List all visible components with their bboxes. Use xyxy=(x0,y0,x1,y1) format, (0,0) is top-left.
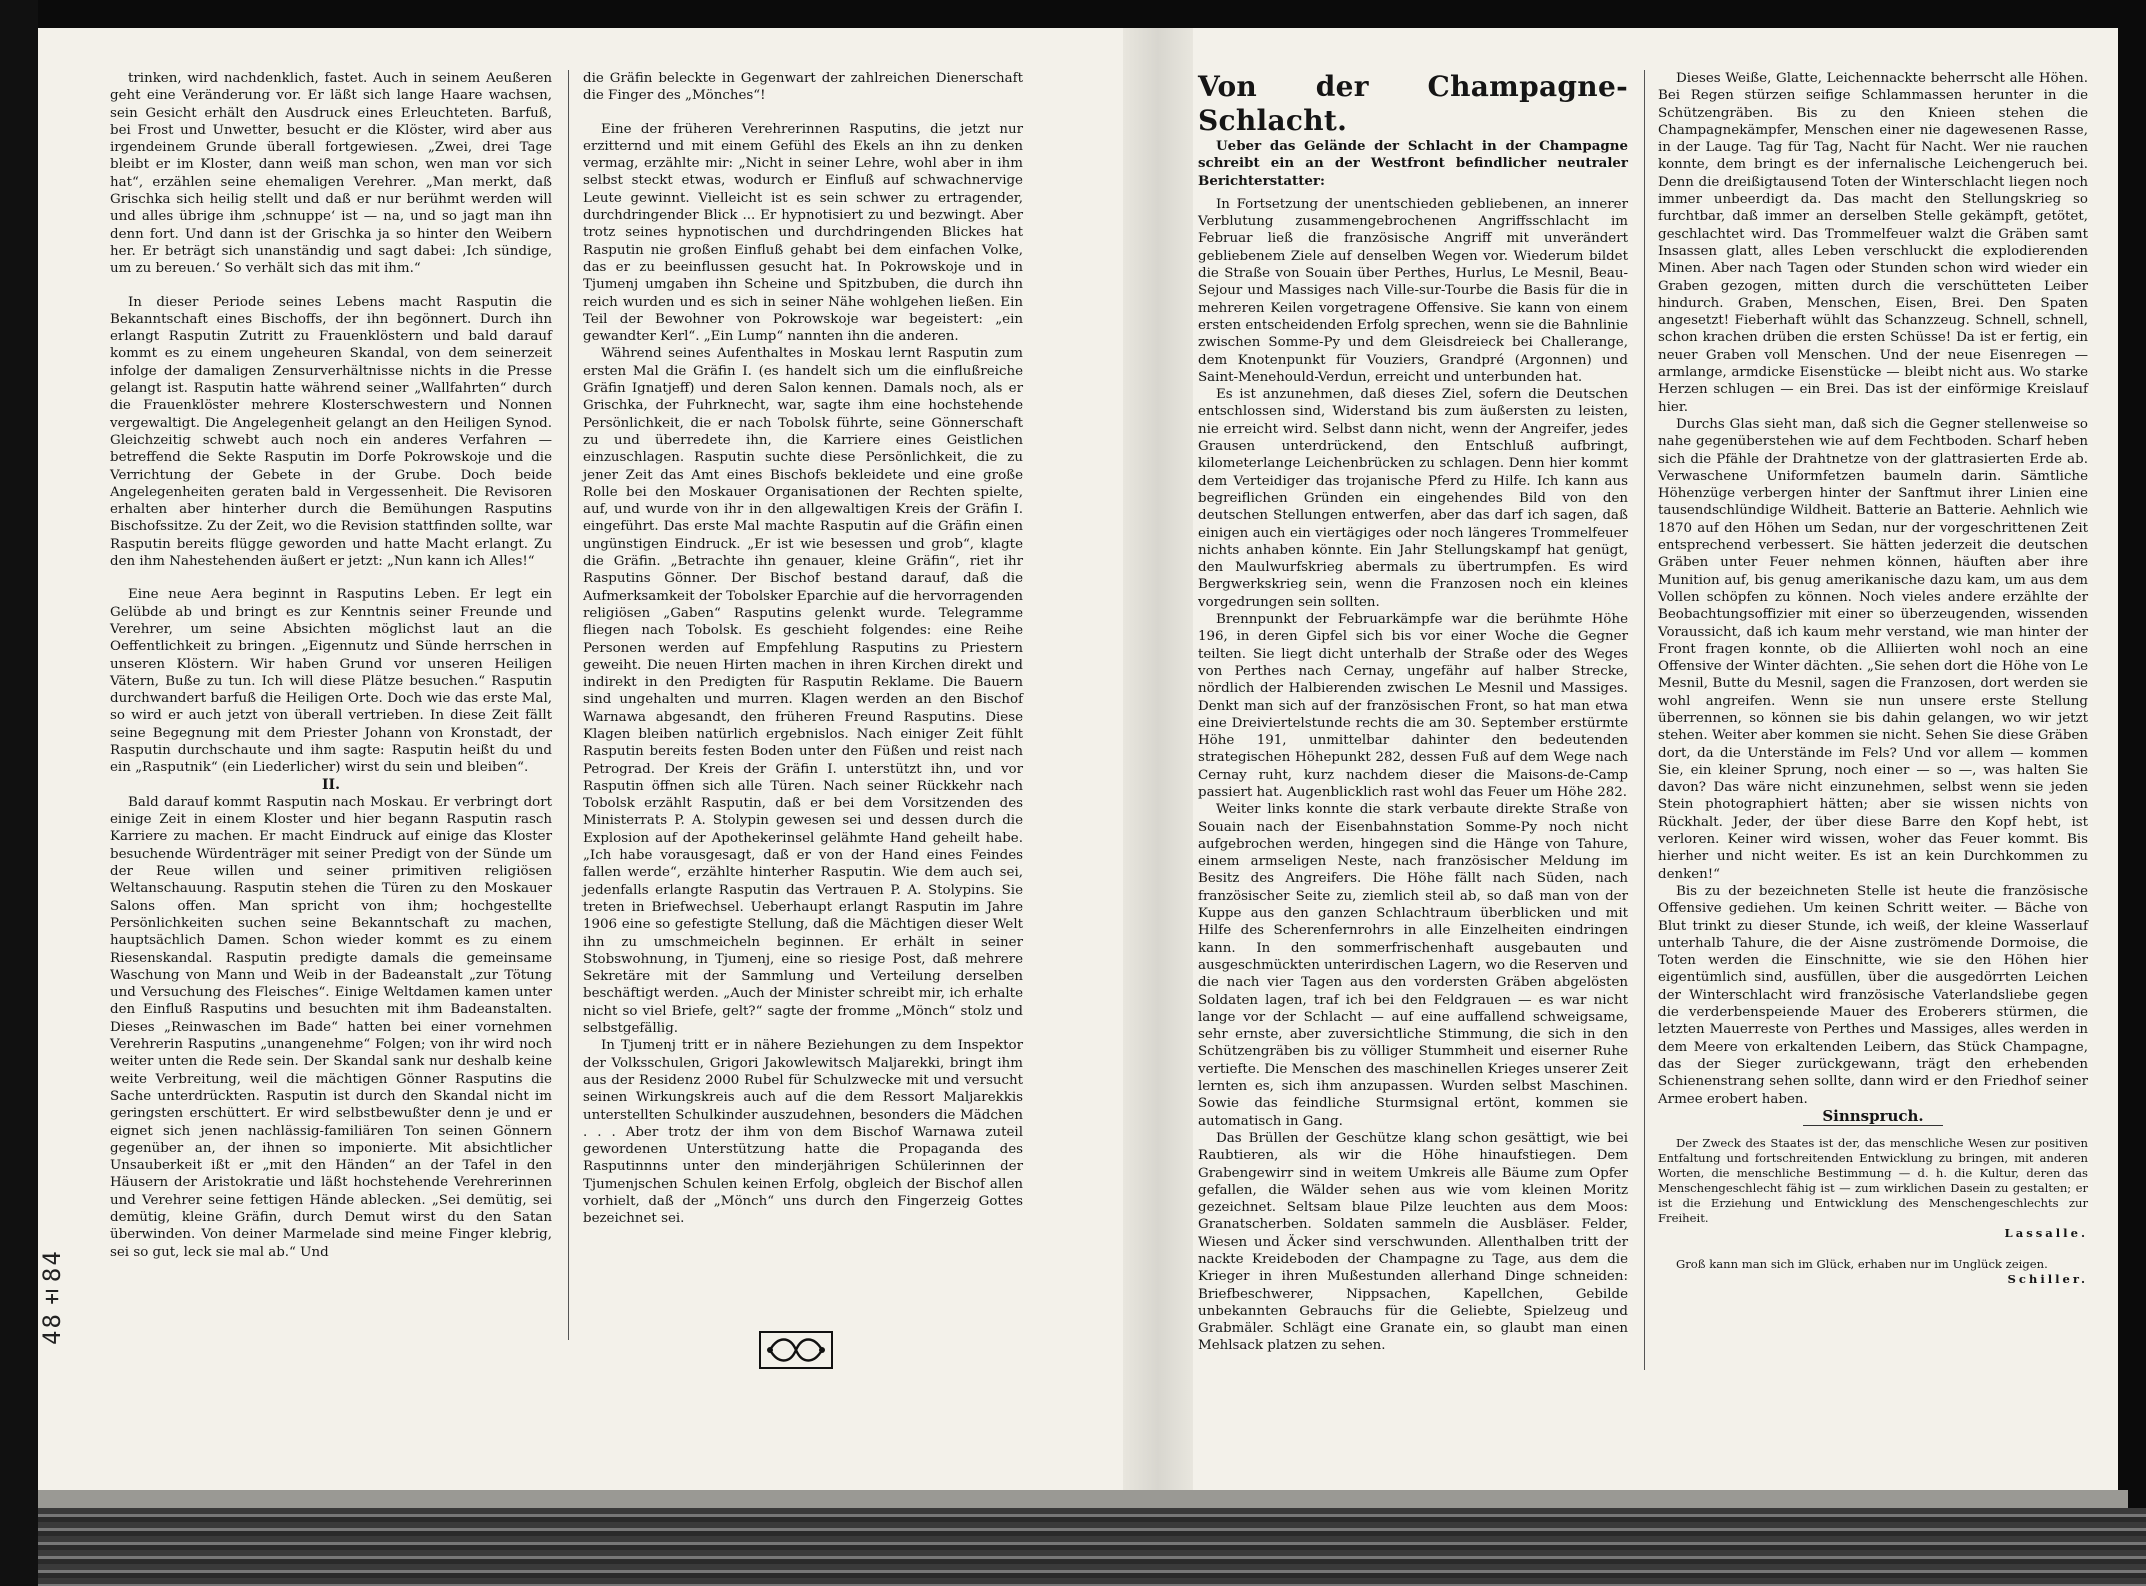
sinnspruch-title: Sinnspruch. xyxy=(1822,1106,1924,1125)
paragraph: Durchs Glas sieht man, daß sich die Gegner stellenweise so nahe gegenüberstehen wie auf dem Fechtboden. Scharf heben sich die Pfähle der Drahtnetze von der glattrasierten Erde ab. Verwaschene Uniformfetzen baumeln darin. Sämtliche Höhenzüge verbergen hinter der Sanftmut ihrer Linien eine tausendschlündige Wildheit. Batterie an Batterie. Aehnlich wie 1870 auf den Höhen um Sedan, nur der vorgeschrittenen Zeit entsprechend verbessert. Sie hätten jederzeit die deutschen Gräben unter Feuer nehmen können, häuften aber ihre Munition auf, bis genug amerikanische dazu kam, um aus dem Vollen schöpfen zu können. Noch vieles andere erzählte der Beobachtungsoffizier mit einer so überzeugenden, wissenden Voraussicht, daß ich kaum mehr verstand, wie man hinter der Front fragen konnte, ob die Alliierten wohl noch an eine Offensive der Winter dächten. „Sie sehen dort die Höhe von Le Mesnil, Butte du Mesnil, sagen die Franzosen, dort werden sie wohl angreifen. Wenn sie nun unsere erste Stellung überrennen, so können sie bis dahin gelangen, wo wir jetzt stehen. Weiter aber kommen sie nicht. Sehen Sie diese Gräben dort, da die Unterstände im Fels? Und vor allem — kommen Sie, ein kleiner Sprung, noch einer — so —, was halten Sie davon? Das wäre nicht einzunehmen, selbst wenn sie jeden Stein photographiert hätten; aber sie wissen nichts von Rückhalt. Jeder, der über diese Barre den Kopf hebt, ist verloren. Keiner wird wissen, woher das Feuer kommt. Bis hierher und nicht weiter. Es ist an kein Durchkommen zu denken!“ xyxy=(1658,416,2088,882)
column-4 xyxy=(1658,70,2088,1287)
headline: Von der Champagne-Schlacht. xyxy=(1198,70,1628,137)
page-gutter xyxy=(1123,28,1193,1508)
sinnspruch-text: Der Zweck des Staates ist der, das menschliche Wesen zur positiven Entfaltung und fortschreitenden Entwicklung zu bringen, mit anderen Worten, die menschliche Bestimmung — d. h. die Kultur, deren das Menschengeschlecht fähig ist — zum wirklichen Dasein zu gestalten; er ist die Erziehung und Entwicklung des Menschengeschlechts zur Freiheit. xyxy=(1658,1136,2088,1226)
quote-author: Schiller. xyxy=(2007,1272,2088,1287)
column-rule xyxy=(1644,70,1645,1370)
sinnspruch-author: Lassalle. xyxy=(2004,1226,2088,1241)
paragraph: Bald darauf kommt Rasputin nach Moskau. Er verbringt dort einige Zeit in einem Kloster und hier begann Rasputin rasch Karriere zu machen. Er macht Eindruck auf einige das Kloster besuchende Würdenträger mit seiner Predigt von der Sünde um der Reue willen und seiner primitiven religiösen Weltanschauung. Rasputin stehen die Türen zu den Moskauer Salons offen. Man spricht von ihm; hochgestellte Persönlichkeiten suchen seine Bekanntschaft zu machen, hauptsächlich Damen. Schon wieder kommt es zu einem Riesenskandal. Rasputin predigte damals die gemeinsame Waschung von Mann und Weib in der Badeanstalt „zur Tötung und Versuchung des Fleisches“. Einige Weltdamen kamen unter den Einfluß Rasputins und besuchten mit ihm Badeanstalten. Dieses „Reinwaschen im Bade“ hatten bei einer vornehmen Verehrerin Rasputins „unangenehme“ Folgen; von ihr wird noch weiter unten die Rede sein. Der Skandal sank nur deshalb keine weite Verbreitung, weil die mächtigen Gönner Rasputins die Sache unterdrückten. Rasputin ist durch den Skandal nicht im geringsten erschüttert. Er wird selbstbewußter denn je und er eignet sich jenen nachlässig-familiären Ton seinen Gönnern gegenüber an, der ihnen so imponierte. Mit absichtlicher Unsauberkeit ißt er „mit den Händen“ an der Tafel in den Häusern der Aristokratie und läßt hochstehende Verehrerinnen und Verehrer seine fettigen Hände ablecken. „Sei demütig, sei demütig, kleine Gräfin, durch Demut wirst du den Satan überwinden. Von deiner Marmelade sind meine Finger klebrig, sei so gut, leck sie mal ab.“ Und xyxy=(110,794,552,1260)
paragraph: Dieses Weiße, Glatte, Leichennackte beherrscht alle Höhen. Bei Regen stürzen seifige Schlammassen herunter in die Schützengräben. Bis zu den Knieen stehen die Champagnekämpfer, Menschen einer nie dagewesenen Rasse, in der Lauge. Tag für Tag, Nacht für Nacht. Wer nie rauchen konnte, dem bringt es der infernalische Leichengeruch bei. Denn die dreißigtausend Toten der Winterschlacht liegen noch immer unbeerdigt da. Das macht den Stellungskrieg so furchtbar, daß immer an derselben Stelle gekämpft, getötet, geschlachtet wird. Das Trommelfeuer walzt die Gräben samt Insassen glatt, alles Leben verschluckt die explodierenden Minen. Aber nach Tagen oder Stunden schon wird wieder ein Graben gezogen, mitten durch die verschütteten Leiber hindurch. Graben, Menschen, Eisen, Brei. Den Spaten angesetzt! Fieberhaft wühlt das Schanzzeug. Schnell, schnell, schon krachen drüben die ersten Schüsse! Da ist er fertig, ein neuer Graben voll Menschen. Und der neue Eisenregen — armlange, armdicke Eisenstücke — bleibt nicht aus. Wo starke Herzen schlugen — ein Brei. Das ist der einförmige Kreislauf hier. xyxy=(1658,71,2088,415)
column-1 xyxy=(110,70,552,1261)
paragraph: Eine der früheren Verehrerinnen Rasputins, die jetzt nur erzitternd und mit einem Gefühl des Ekels an ihn zu denken vermag, erzählte mir: „Nicht in seiner Lehre, wohl aber in ihm selbst steckt etwas, wodurch er Einfluß auf schwachnervige Leute gewinnt. Vielleicht ist es sein schwer zu ertragender, durchdringender Blick ... Er hypnotisiert zu und bezwingt. Aber trotz seines hypnotischen und durchdringenden Blickes hat Rasputin nie großen Einfluß gehabt bei dem einfachen Volke, das er zu beeinflussen gesucht hat. In Pokrowskoje und in Tjumenj umgaben ihn Scheine und Spitzbuben, die durch ihn reich wurden und es sich in seiner Nähe wohlgehen ließen. Ein Teil der Bewohner von Pokrowskoje war begeistert: „ein gewandter Kerl“. „Ein Lump“ nannten ihn die anderen. xyxy=(583,121,1023,345)
paragraph: Brennpunkt der Februarkämpfe war die berühmte Höhe 196, in deren Gipfel sich bis vor einer Woche die Gegner teilten. Sie liegt dicht unterhalb der Straße oder des Weges von Perthes nach Cernay, ungefähr auf halber Strecke, nördlich der Halbierenden zwischen Le Mesnil und Massiges. Denkt man sich auf der französischen Front, so hat man etwa eine Dreiviertelstunde rechts die am 30. September erstürmte Höhe 191, unmittelbar dahinter den bedeutenden strategischen Höhepunkt 282, dessen Fuß auf dem Wege nach Cernay ruht, kurz nachdem dieser die Maisons-de-Camp passiert hat. Augenblicklich rast wohl das Feuer um Höhe 282. xyxy=(1198,612,1628,800)
paragraph: Während seines Aufenthaltes in Moskau lernt Rasputin zum ersten Mal die Gräfin I. (es handelt sich um die einflußreiche Gräfin Ignatjeff) und deren Salon kennen. Damals noch, als er Grischka, der Fuhrknecht, war, sagte ihm eine hochstehende Persönlichkeit, die er nach Tobolsk führte, seine Gönnerschaft zu und überredete ihn, die Karriere eines Geistlichen einzuschlagen. Rasputin suchte diese Persönlichkeit, die zu jener Zeit das Amt eines Bischofs bekleidete und eine große Rolle bei den Moskauer Organisationen der Rechten spielte, auf, und wurde von ihr in den allgewaltigen Kreis der Gräfin I. eingeführt. Das erste Mal machte Rasputin auf die Gräfin einen ungünstigen Eindruck. „Er ist wie besessen und grob“, klagte die Gräfin. „Betrachte ihn genauer, kleine Gräfin“, riet ihr Rasputins Gönner. Der Bischof bestand darauf, daß die Aufmerksamkeit der Tobolsker Eparchie auf die hervorragenden religiösen „Gaben“ Rasputins gelenkt wurde. Telegramme fliegen nach Tobolsk. Es geschieht folgendes: eine Reihe Personen werden auf Empfehlung Rasputins zu Priestern geweiht. Die neuen Hirten machen in ihren Kirchen direkt und indirekt in den Predigten für Rasputin Reklame. Die Bauern sind ungehalten und murren. Klagen werden an den Bischof Warnawa abgesandt, den früheren Freund Rasputins. Diese Klagen bleiben natürlich ergebnislos. Nach einiger Zeit fühlt Rasputin bereits festen Boden unter den Füßen und reist nach Petrograd. Der Kreis der Gräfin I. unterstützt ihn, und vor Rasputin öffnen sich alle Türen. Nach seiner Rückkehr nach Tobolsk erzählt Rasputin, daß er bei dem Vorsitzenden des Ministerrats P. A. Stolypin gewesen sei und dessen durch die Explosion auf der Apothekerinsel gelähmte Hand geheilt habe. „Ich habe vorausgesagt, daß er von der Hand eines Feindes fallen werde“, erzählte hinterher Rasputin. Wie dem auch sei, jedenfalls erlangte Rasputin das Vertrauen P. A. Stolypins. Sie treten in Briefwechsel. Ueberhaupt erlangt Rasputin im Jahre 1906 eine so gefestigte Stellung, daß die Mächtigen dieser Welt ihn zu umschmeicheln beginnen. Er erhält in seiner Stobswohnung, in Tjumenj, eine so riesige Post, daß mehrere Sekretäre mit der Sammlung und Verteilung derselben beschäftigt werden. „Auch der Minister schreibt mir, ich erhalte nicht so viel Briefe, gelt?“ sagte der fromme „Mönch“ stolz und selbstgefällig. xyxy=(583,346,1023,1037)
paragraph: In Tjumenj tritt er in nähere Beziehungen zu dem Inspektor der Volksschulen, Grigori Jakowlewitsch Maljarekki, bringt ihm aus der Residenz 2000 Rubel für Schulzwecke mit und versucht seinen Wirkungskreis auch auf die dem Ressort Maljarekkis unterstellten Schulkinder auszudehnen, besonders die Mädchen . . . Aber trotz der ihm von dem Bischof Warnawa zuteil gewordenen Unterstützung hatte die Propaganda des Rasputinnns unter den minderjährigen Schülerinnen der Tjumenjschen Schulen keinen Erfolg, obgleich der Bischof allen vorhielt, daß der „Mönch“ uns durch den Fingerzeig Gottes bezeichnet sei. xyxy=(583,1038,1023,1227)
column-3 xyxy=(1198,70,1628,1355)
column-rule xyxy=(568,70,569,1340)
quote-text: Groß kann man sich im Glück, erhaben nur im Unglück zeigen. xyxy=(1676,1257,2048,1272)
paragraph: trinken, wird nachdenklich, fastet. Auch in seinem Aeußeren geht eine Veränderung vor. Er läßt sich lange Haare wachsen, sein Gesicht erhält den Ausdruck eines Erleuchteten. Barfuß, bei Frost und Unwetter, besucht er die Klöster, wird aber aus irgendeinem Grunde überall fortgewiesen. „Zwei, drei Tage bleibt er im Kloster, dann weiß man schon, wen man vor sich hat“, erzählen seine ehemaligen Verehrer. „Man merkt, daß Grischka sich heilig stellt und daß er nur berühmt werden will und alles übrige ihm ‚schnuppe‘ ist — na, und so jagt man ihn denn fort. Und dann ist der Grischka ja so hinter den Weibern her. Er beträgt sich unanständig und sagt dabei: ‚Ich sündige, um zu bereuen.‘ So verhält sich das mit ihm.“ xyxy=(110,71,552,277)
paragraph: Weiter links konnte die stark verbaute direkte Straße von Souain nach der Eisenbahnstation Somme-Py noch nicht aufgebrochen werden, hingegen sind die Hänge von Tahure, einem armseligen Neste, nach französischer Meldung im Besitz des Angreifers. Die Höhe fällt nach Süden, nach französischer Seite zu, ziemlich steil ab, so daß man von der Kuppe aus den ganzen Schlachtraum überblicken und mit Hilfe des Scherenfernrohrs in alle Einzelheiten eindringen kann. In den sommerfrischenhaft ausgebauten und ausgeschmückten unterirdischen Lagern, wo die Reserven und die nach vier Tagen aus den vordersten Gräben abgelösten Soldaten lagen, traf ich bei den Feldgrauen — es war nicht lange vor der Schlacht — auf eine auffallend schweigsame, sehr ernste, aber zuversichtliche Stimmung, die sich in den Schützengräben bis zu völliger Stummheit und eiserner Ruhe vertiefte. Die Menschen des maschinellen Krieges unserer Zeit lernten es, sich ihm anzupassen. Wurden selbst Maschinen. Sowie das feindliche Sturmsignal ertönt, kommen sie automatisch in Gang. xyxy=(1198,802,1628,1129)
ornament-vignette xyxy=(756,1328,836,1372)
paragraph: In dieser Periode seines Lebens macht Rasputin die Bekanntschaft eines Bischoffs, der ihn begönnert. Durch ihn erlangt Rasputin Zutritt zu Frauenklöstern und bald darauf kommt es zu einem ungeheuren Skandal, von dem seinerzeit infolge der damaligen Zensurverhältnisse nichts in die Presse gelangt ist. Rasputin hatte während seiner „Wallfahrten“ durch die Frauenklöster mehrere Klosterschwestern und Nonnen vergewaltigt. Die Angelegenheit gelangt an den Heiligen Synod. Gleichzeitig schwebt auch noch ein anderes Verfahren — betreffend die Sekte Rasputin im Dorfe Pokrowskoje und die Verrichtung der Gebete in der Grube. Doch beide Angelegenheiten geraten bald in Vergessenheit. Die Revisoren erhalten aber hinterher durch die Bemühungen Rasputins Bischofssitze. Zu der Zeit, wo die Revision stattfinden sollte, war Rasputin bereits flügge geworden und hatte Macht erlangt. Zu den ihm Nahestehenden äußert er jetzt: „Nun kann ich Alles!“ xyxy=(110,294,552,570)
column-2 xyxy=(583,70,1023,1228)
paragraph: die Gräfin beleckte in Gegenwart der zahlreichen Dienerschaft die Finger des „Mönches“! xyxy=(583,71,1023,104)
section-number: II. xyxy=(322,776,340,793)
paragraph: Das Brüllen der Geschütze klang schon gesättigt, wie bei Raubtieren, als wir die Höhe hinaufstiegen. Dem Grabengewirr sind in weitem Umkreis alle Bäume zum Opfer gefallen, die Wälder sehen aus wie vom kleinen Moritz gezeichnet. Seltsam blaue Pilze leuchten aus dem Moos: Granatscherben. Soldaten sammeln die Ausbläser. Felder, Wiesen und Äcker sind verschwunden. Allenthalben tritt der nackte Kreideboden der Champagne zu Tage, aus dem die Krieger in ihren Mußestunden allerhand Dinge schneiden: Briefbeschwerer, Nippsachen, Kapellchen, Gebilde unbekannten Gebrauchs für die Geliebte, Spielzeug und Grabmäler. Schlägt eine Granate ein, so glaubt man einen Mehlsack platzen zu sehen. xyxy=(1198,1130,1628,1354)
scan-edge-stripes xyxy=(38,1508,2146,1586)
article-intro: Ueber das Gelände der Schlacht in der Champagne schreibt ein an der Westfront befindlicher neutraler Berichterstatter: xyxy=(1198,138,1628,189)
paragraph: In Fortsetzung der unentschieden gebliebenen, an innerer Verblutung zusammengebrochenen Angriffsschlacht im Februar ließ die französische Angriff mit unverändert gebliebenem Ziele auf denselben Wegen vor. Wiederum bildet die Straße von Souain über Perthes, Hurlus, Le Mesnil, Beau-Sejour und Massiges nach Ville-sur-Tourbe die Basis für die in mehreren Keilen vorgetragene Offensive. Sie kann von einem ersten entscheidenden Erfolg sprechen, wenn sie die Bahnlinie zwischen Somme-Py und dem Gleisdreieck bei Challerange, dem Knotenpunkt für Vouziers, Grandpré (Argonnen) und Saint-Menehould-Verdun, erreicht und unterbunden hat. xyxy=(1198,196,1629,385)
paragraph: Es ist anzunehmen, daß dieses Ziel, sofern die Deutschen entschlossen sind, Widerstand bis zum äußersten zu leisten, nie erreicht wird. Selbst dann nicht, wenn der Angreifer, jedes Grausen unterdrückend, den Entschluß aufbringt, kilometerlange Leichenbrücken zu schlagen. Denn hier kommt dem Verteidiger das trojanische Pferd zu Hilfe. Ich kann aus begreiflichen Gründen ein eingehendes Bild von den deutschen Stellungen entwerfen, aber das darf ich sagen, daß einigen auch ein viertägiges oder noch längeres Trommelfeuer nichts anhaben könnte. Ein Jahr Stellungskampf hat genügt, den Maulwurfskrieg abermals zu übertrumpfen. Es wird Bergwerkskrieg sein, wenn die Franzosen noch ein kleines vorgedrungen sein sollten. xyxy=(1198,387,1628,610)
paragraph: Bis zu der bezeichneten Stelle ist heute die französische Offensive gediehen. Um keinen Schritt weiter. — Bäche von Blut trinkt zu dieser Stunde, ich weiß, der kleine Wasserlauf unterhalb Tahure, die der Aisne zuströmende Dormoise, die Toten werden die Einschnitte, wie sie den Höhen hier eigentümlich sind, ausfüllen, über die ausgedörrten Leichen der Winterschlacht wird französische Vaterlandsliebe gegen die verderbenspeiende Mauer des Eroberers stürmen, die letzten Mauerreste von Perthes und Massiges, alles werden in dem Meere von erkaltenden Leibern, das Stück Champagne, das der Sieger zurückgewann, trägt den erhebenden Schienenstrang sehen sollte, dann wird er den Friedhof seiner Armee erobert haben. xyxy=(1658,883,2088,1107)
divider xyxy=(1803,1125,1943,1126)
newspaper-page xyxy=(38,28,2118,1508)
scan-border xyxy=(0,0,38,1586)
archive-number: 48±84 xyxy=(38,1249,66,1345)
paragraph: Eine neue Aera beginnt in Rasputins Leben. Er legt ein Gelübde ab und bringt es zur Kenntnis seiner Freunde und Verehrer, um seine Absichten möglichst laut an die Oeffentlichkeit zu bringen. „Eigennutz und Sünde herrschen in unseren Klöstern. Wir haben Grund vor unseren Heiligen Vätern, Buße zu tun. Ich will diese Plätze besuchen.“ Rasputin durchwandert barfuß die Heiligen Orte. Doch wie das erste Mal, so wird er auch jetzt von überall vertrieben. In diese Zeit fällt seine Begegnung mit dem Priester Johann von Kronstadt, der Rasputin durchschaute und ihm sagte: Rasputin heißt du und ein „Rasputnik“ (ein Liederlicher) wirst du sein und bleiben“. xyxy=(110,587,552,776)
